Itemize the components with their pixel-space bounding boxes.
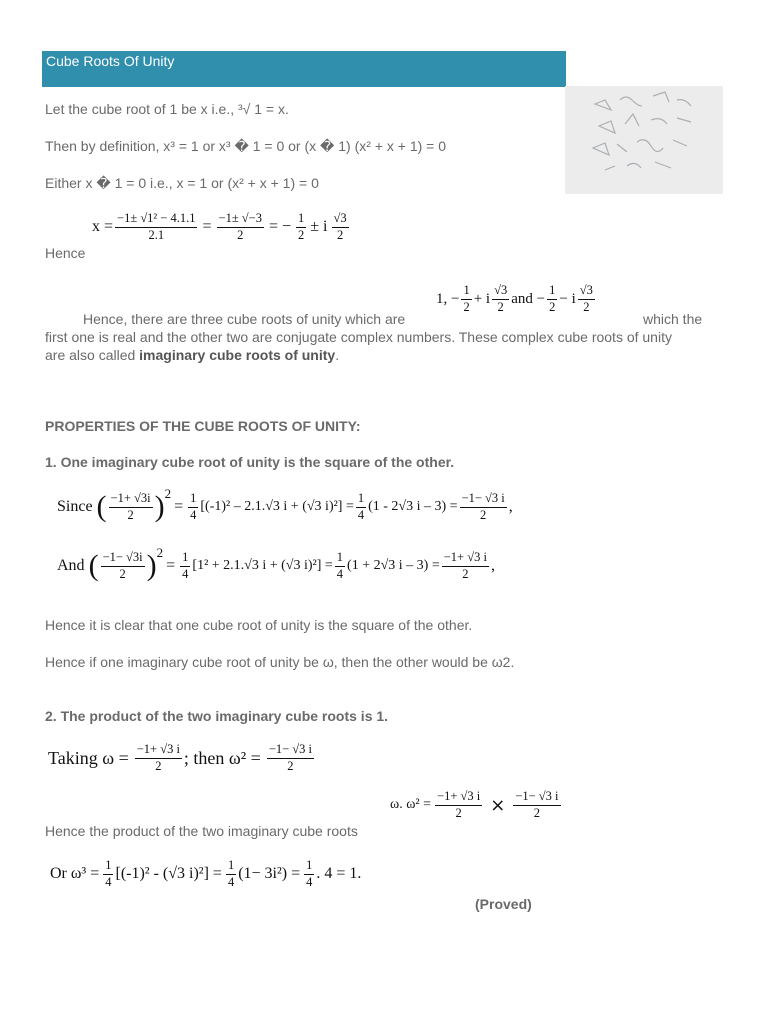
and-result-num: −1+ √3 i (442, 551, 489, 567)
eq-x-frac-1-num: −1± √1² − 4.1.1 (115, 212, 197, 228)
eq-x-frac-1 (115, 212, 197, 243)
since-result-frac (460, 492, 507, 523)
and-word: And (57, 557, 85, 575)
intro-line-2: Then by definition, x³ = 1 or x³ � 1 = 0 or (x � 1) (x² + x + 1) = 0 (45, 138, 447, 154)
three-roots-minus-i: − i (559, 290, 576, 307)
and-quarter-1 (180, 551, 190, 582)
hence-label: Hence (45, 245, 86, 261)
and-result-den: 2 (462, 566, 469, 581)
three-roots-sqrt3-2-den: 2 (583, 299, 590, 314)
and-open-paren: ( (88, 549, 99, 583)
three-roots-half-1-num: 1 (461, 284, 471, 300)
since-word: Since (57, 498, 93, 516)
eq-x-equals-2: = − (268, 218, 292, 236)
eq-x-frac-2 (217, 212, 264, 243)
and-quarter-2-den: 4 (336, 566, 344, 581)
clear-text: Hence it is clear that one cube root of unity is the square of the other. (45, 617, 473, 633)
since-quarter-1 (188, 492, 198, 523)
three-roots-and: and − (511, 290, 546, 307)
property-1-title: 1. One imaginary cube root of unity is the square of the other. (45, 454, 455, 470)
proved-label: (Proved) (475, 896, 532, 912)
omega-cubed-equation (50, 859, 361, 890)
three-roots-math (436, 284, 597, 315)
product-a-frac (435, 790, 482, 821)
product-text: Hence the product of the two imaginary cube roots (45, 823, 358, 839)
eq-x-pm-i: ± i (310, 218, 328, 236)
product-times: × (490, 794, 506, 816)
and-power: 2 (156, 545, 164, 560)
three-roots-half-2-num: 1 (547, 284, 557, 300)
eq-x-frac-2-num: −1± √−3 (217, 212, 264, 228)
taking-w2-frac (267, 743, 314, 774)
quadratic-solution-equation (92, 212, 351, 243)
three-roots-plus-i: + i (473, 290, 491, 307)
taking-w2-den: 2 (287, 758, 294, 773)
taking-w-den: 2 (155, 758, 162, 773)
or-quarter-3-num: 1 (304, 859, 314, 875)
three-roots-sqrt3-1 (492, 284, 509, 315)
or-word: Or ω³ = (50, 865, 100, 883)
and-equation (57, 545, 495, 583)
since-equals: = (174, 498, 184, 516)
product-a-num: −1+ √3 i (435, 790, 482, 806)
three-roots-line-3-suffix: . (335, 347, 340, 363)
since-quarter-2-num: 1 (356, 492, 366, 508)
since-equation (57, 486, 513, 524)
three-roots-sqrt3-1-num: √3 (492, 284, 509, 300)
or-quarter-3 (304, 859, 314, 890)
handwritten-math-photo (565, 86, 723, 194)
and-paren-2: (1 + 2√3 i – 3) = (347, 558, 440, 574)
since-paren-frac (109, 492, 153, 523)
property-2-title: 2. The product of the two imaginary cube roots is 1. (45, 708, 389, 724)
three-roots-half-2 (547, 284, 557, 315)
taking-word: Taking ω = (48, 747, 129, 768)
three-roots-line-2: first one is real and the other two are conjugate complex numbers. These complex cube roots of unity (45, 329, 672, 345)
eq-x-frac-4 (332, 212, 349, 243)
and-result-frac (442, 551, 489, 582)
three-roots-line-3 (45, 346, 339, 364)
and-paren-den: 2 (119, 566, 126, 581)
properties-heading: PROPERTIES OF THE CUBE ROOTS OF UNITY: (45, 418, 361, 434)
three-roots-after: which the (643, 311, 703, 327)
eq-x-frac-3 (296, 212, 306, 243)
product-equation (390, 790, 563, 821)
since-result-den: 2 (480, 507, 487, 522)
or-paren: (1− 3i²) = (238, 865, 301, 883)
since-result-num: −1− √3 i (460, 492, 507, 508)
or-quarter-2 (226, 859, 236, 890)
or-bracket: [(-1)² - (√3 i)²] = (115, 865, 222, 883)
three-roots-one: 1, − (436, 290, 460, 307)
intro-line-1: Let the cube root of 1 be x i.e., ³√ 1 = x. (45, 101, 289, 117)
three-roots-line-3-prefix: are also called (45, 347, 136, 363)
taking-omega-equation (48, 743, 316, 774)
eq-x-frac-2-den: 2 (237, 227, 244, 242)
taking-w-frac (135, 743, 182, 774)
or-quarter-2-num: 1 (226, 859, 236, 875)
eq-x-frac-4-den: 2 (336, 227, 344, 242)
since-open-paren: ( (96, 490, 107, 524)
eq-x-frac-3-num: 1 (296, 212, 306, 228)
since-paren-num: −1+ √3i (109, 492, 153, 508)
eq-x-frac-4-num: √3 (332, 212, 349, 228)
eq-x-frac-3-den: 2 (298, 227, 305, 242)
or-quarter-3-den: 4 (306, 874, 313, 889)
taking-w-num: −1+ √3 i (135, 743, 182, 759)
since-quarter-1-den: 4 (190, 507, 197, 522)
or-end: . 4 = 1. (316, 865, 362, 883)
eq-x-lhs: x = (92, 218, 114, 236)
and-quarter-1-num: 1 (180, 551, 190, 567)
intro-line-3: Either x � 1 = 0 i.e., x = 1 or (x² + x + 1) = 0 (45, 175, 319, 191)
or-quarter-1 (103, 859, 113, 890)
since-bracket: [(-1)² – 2.1.√3 i + (√3 i)²] = (200, 499, 354, 515)
product-a-den: 2 (455, 805, 462, 820)
product-lhs: ω. ω² = (390, 797, 432, 813)
three-roots-line-3-bold: imaginary cube roots of unity (139, 347, 336, 363)
and-close-paren: ) (146, 549, 157, 583)
eq-x-equals-1: = (202, 218, 212, 236)
and-equals: = (166, 557, 176, 575)
and-bracket: [1² + 2.1.√3 i + (√3 i)²] = (192, 558, 333, 574)
and-quarter-2-num: 1 (335, 551, 345, 567)
since-close-paren: ) (154, 490, 165, 524)
taking-then: ; then ω² = (183, 747, 261, 768)
since-quarter-2-den: 4 (357, 507, 365, 522)
and-paren-num: −1− √3i (101, 551, 145, 567)
since-paren-2: (1 - 2√3 i – 3) = (368, 499, 458, 515)
and-quarter-2 (335, 551, 345, 582)
since-end: , (508, 498, 513, 516)
and-paren-frac (101, 551, 145, 582)
since-paren-den: 2 (127, 507, 134, 522)
product-b-frac (513, 790, 560, 821)
taking-w2-num: −1− √3 i (267, 743, 314, 759)
and-end: , (490, 557, 495, 575)
three-roots-half-1-den: 2 (463, 299, 470, 314)
or-quarter-2-den: 4 (227, 874, 235, 889)
and-quarter-1-den: 4 (182, 566, 189, 581)
since-power: 2 (164, 486, 172, 501)
three-roots-half-1 (461, 284, 471, 315)
or-quarter-1-num: 1 (103, 859, 113, 875)
since-quarter-1-num: 1 (188, 492, 198, 508)
omega-text: Hence if one imaginary cube root of unity be ω, then the other would be ω2. (45, 654, 515, 670)
product-b-num: −1− √3 i (513, 790, 560, 806)
since-quarter-2 (356, 492, 366, 523)
three-roots-intro: Hence, there are three cube roots of unity which are (83, 311, 406, 327)
three-roots-sqrt3-2-num: √3 (578, 284, 595, 300)
product-b-den: 2 (533, 805, 541, 820)
banner-title: Cube Roots Of Unity (46, 53, 175, 69)
three-roots-sqrt3-1-den: 2 (497, 299, 504, 314)
three-roots-sqrt3-2 (578, 284, 595, 315)
section-banner (42, 51, 566, 87)
eq-x-frac-1-den: 2.1 (148, 227, 165, 242)
three-roots-half-2-den: 2 (549, 299, 556, 314)
or-quarter-1-den: 4 (105, 874, 112, 889)
